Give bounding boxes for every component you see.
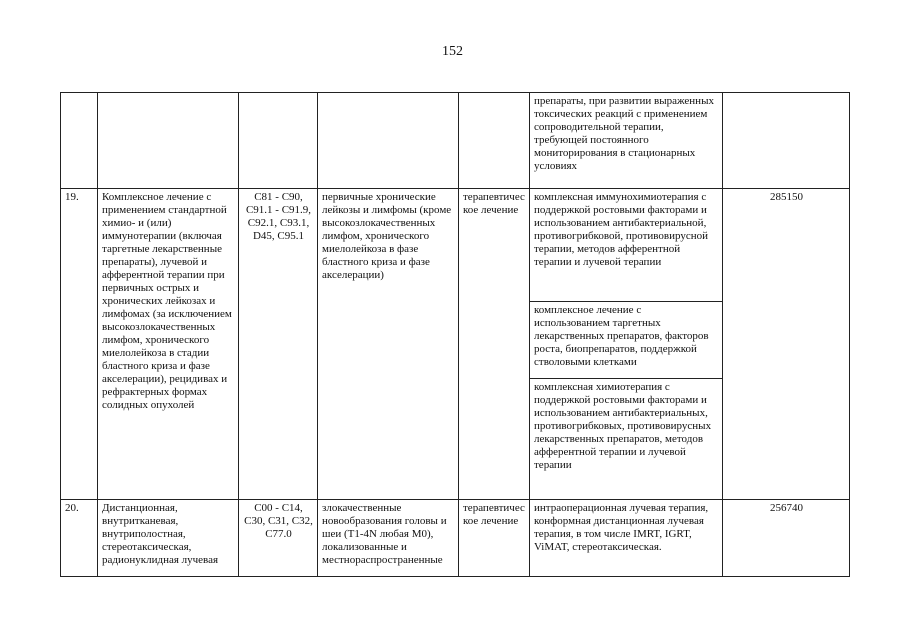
method-cell: комплексное лечение с использованием таргетных лекарственных препаратов, факторов роста, биопрепаратов, поддержкой стволовыми клетками [530, 302, 723, 379]
method-cell: препараты, при развитии выраженных токсических реакций с применением сопроводительной терапии, требующей постоянного мониторирования в стационарных условиях [530, 93, 723, 189]
price-cell: 285150 [723, 189, 850, 500]
treatment-type: терапевтическое лечение [459, 189, 530, 500]
treatment-type: терапевтическое лечение [459, 500, 530, 577]
patient-model: злокачественные новообразования головы и шеи (T1-4N любая M0), локализованные и местнораспространенные [318, 500, 459, 577]
row-number: 19. [61, 189, 98, 500]
service-name: Комплексное лечение с применением стандартной химио- и (или) иммунотерапии (включая таргетные лекарственные препараты), лучевой и афферентной терапии при первичных острых и хронических лейкозах и лимфомах (за исключением высокозлокачественных лимфом, хронического миелолейкоза в стадии бластного криза и фазе акселерации), рецидивах и рефрактерных формах солидных опухолей [98, 189, 239, 500]
table-row [61, 93, 850, 189]
icd-codes: C00 - C14, C30, C31, C32, C77.0 [239, 500, 318, 577]
price-cell [723, 93, 850, 189]
method-cell: комплексная химиотерапия с поддержкой ростовыми факторами и использованием антибактериальных, противогрибковых, противовирусных лекарственных препаратов, методов афферентной терапии и лучевой терапии [530, 379, 723, 500]
service-name: Дистанционная, внутритканевая, внутриполостная, стереотаксическая, радионуклидная лучевая [98, 500, 239, 577]
method-cell: интраоперационная лучевая терапия, конформная дистанционная лучевая терапия, в том числе IMRT, IGRT, ViMAT, стереотаксическая. [530, 500, 723, 577]
price-cell: 256740 [723, 500, 850, 577]
table-row [61, 500, 850, 577]
name-cell [98, 93, 239, 189]
icd-codes: C81 - C90, C91.1 - C91.9, C92.1, C93.1, D45, C95.1 [239, 189, 318, 500]
page-number: 152 [442, 44, 463, 59]
model-cell [318, 93, 459, 189]
method-cell: комплексная иммунохимиотерапия с поддержкой ростовыми факторами и использованием антибактериальной, противогрибковой, противовирусной терапии, методов афферентной терапии и лучевой терапии [530, 189, 723, 302]
services-table [60, 92, 850, 577]
treatment-cell [459, 93, 530, 189]
table-row [61, 189, 850, 302]
patient-model: первичные хронические лейкозы и лимфомы (кроме высокозлокачественных лимфом, хронического миелолейкоза в фазе бластного криза и фазе акселерации) [318, 189, 459, 500]
number-cell [61, 93, 98, 189]
row-number: 20. [61, 500, 98, 577]
codes-cell [239, 93, 318, 189]
